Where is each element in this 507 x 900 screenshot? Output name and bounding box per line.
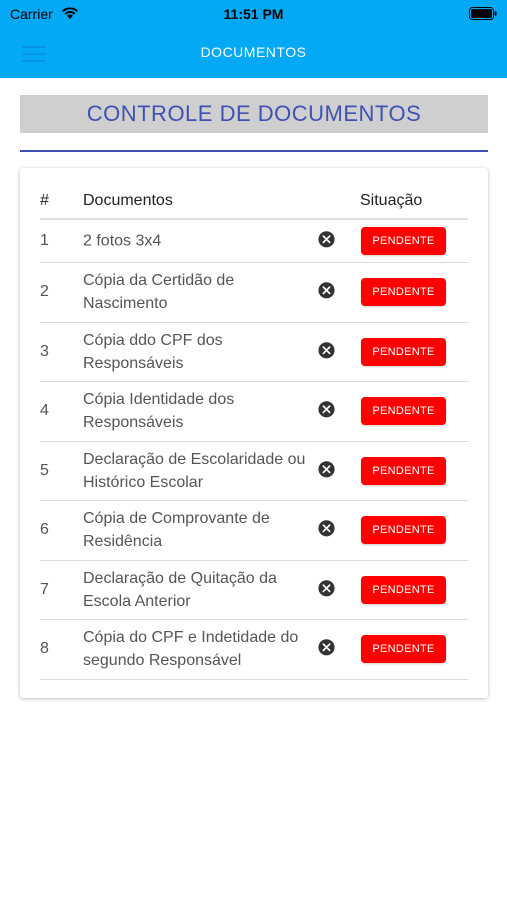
document-name: Cópia de Comprovante de Residência <box>83 510 270 551</box>
table-body <box>40 220 468 680</box>
status-pending-button[interactable]: PENDENTE <box>361 227 446 255</box>
close-circle-icon[interactable] <box>318 639 335 656</box>
document-name: Cópia do CPF e Indetidade do segundo Responsável <box>83 629 299 670</box>
header-documents: Documentos <box>83 192 173 209</box>
row-number: 5 <box>40 461 49 479</box>
app-title: DOCUMENTOS <box>200 44 307 60</box>
close-circle-icon[interactable] <box>318 520 335 537</box>
carrier-label: Carrier <box>10 6 53 22</box>
status-pending-button[interactable]: PENDENTE <box>361 278 446 306</box>
table-row <box>40 442 468 502</box>
header-num: # <box>40 192 49 209</box>
status-bar <box>0 0 507 28</box>
close-circle-icon[interactable] <box>318 231 335 248</box>
document-name: Cópia da Certidão de Nascimento <box>83 272 235 313</box>
document-name: Cópia ddo CPF dos Responsáveis <box>83 331 223 372</box>
document-name: Declaração de Escolaridade ou Histórico Escolar <box>83 450 306 491</box>
row-number: 3 <box>40 342 49 360</box>
status-pending-button[interactable]: PENDENTE <box>361 635 446 663</box>
section-title: CONTROLE DE DOCUMENTOS <box>20 95 488 133</box>
table-row <box>40 501 468 561</box>
row-number: 6 <box>40 521 49 539</box>
document-name: Declaração de Quitação da Escola Anterior <box>83 569 277 610</box>
header <box>0 0 507 78</box>
status-pending-button[interactable]: PENDENTE <box>361 457 446 485</box>
close-circle-icon[interactable] <box>318 461 335 478</box>
close-circle-icon[interactable] <box>318 580 335 597</box>
table-row <box>40 382 468 442</box>
row-number: 2 <box>40 283 49 301</box>
document-name: 2 fotos 3x4 <box>83 232 162 250</box>
close-circle-icon[interactable] <box>318 401 335 418</box>
table-header <box>40 188 468 220</box>
status-pending-button[interactable]: PENDENTE <box>361 338 446 366</box>
app-bar <box>0 28 507 78</box>
document-name: Cópia Identidade dos Responsáveis <box>83 391 235 432</box>
status-time: 11:51 PM <box>223 6 284 22</box>
row-number: 4 <box>40 402 49 420</box>
row-number: 7 <box>40 580 49 598</box>
close-circle-icon[interactable] <box>318 342 335 359</box>
battery-icon <box>469 7 497 20</box>
status-pending-button[interactable]: PENDENTE <box>361 397 446 425</box>
section-divider <box>20 150 488 152</box>
row-number: 8 <box>40 640 49 658</box>
table-row <box>40 620 468 680</box>
close-circle-icon[interactable] <box>318 282 335 299</box>
documents-card <box>20 168 488 698</box>
table-row <box>40 263 468 323</box>
table-row <box>40 323 468 383</box>
table-row <box>40 561 468 621</box>
status-pending-button[interactable]: PENDENTE <box>361 516 446 544</box>
table-row <box>40 220 468 263</box>
header-status: Situação <box>360 192 423 209</box>
status-pending-button[interactable]: PENDENTE <box>361 576 446 604</box>
row-number: 1 <box>40 232 49 249</box>
